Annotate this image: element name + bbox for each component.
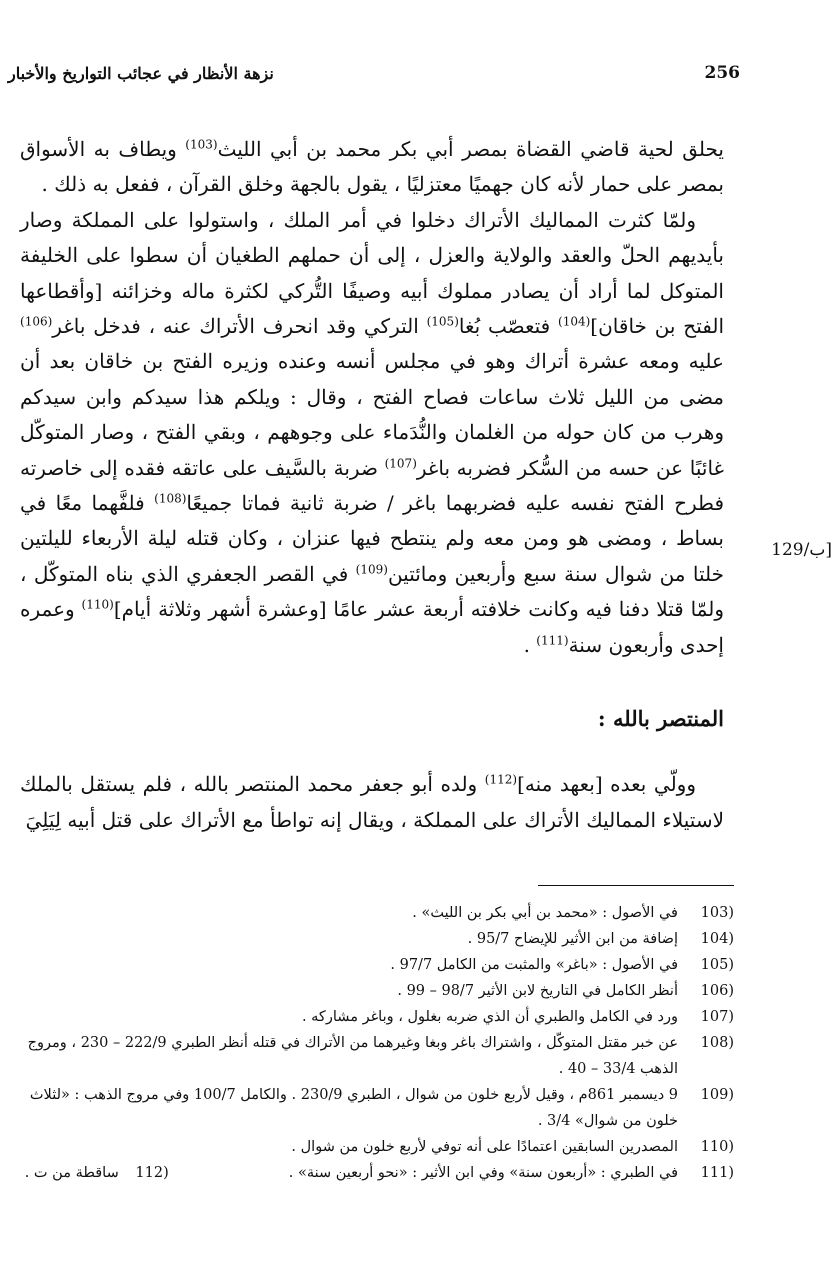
footnote-text: في الطبري : «أربعون سنة» وفي ابن الأثير : «نحو أربعين سنة» .(112ساقطة من ت . <box>0 1160 678 1186</box>
spacer <box>20 663 724 701</box>
footnote-text: عن خبر مقتل المتوكّل ، واشتراك باغر وبغا وغيرهما من الأتراك في قتله أنظر الطبري 222/9 – 230 ، ومروج الذهب 33/4 – 40 . <box>27 1035 678 1077</box>
footnote-number: (108 <box>700 1035 734 1051</box>
section-heading: المنتصر بالله : <box>597 706 724 732</box>
footnote-104 <box>0 926 734 952</box>
footnote-108 <box>0 1030 734 1082</box>
footnote-number: (105 <box>700 957 734 973</box>
footnote-ref-109[interactable]: (109) <box>355 562 388 577</box>
footnote-text: في الأصول : «باغر» والمثبت من الكامل 97/7 . <box>390 957 678 973</box>
footnote-text: أنظر الكامل في التاريخ لابن الأثير 98/7 – 99 . <box>397 983 678 999</box>
footnote-number: (104 <box>700 931 734 947</box>
footnote-text: ورد في الكامل والطبري أن الذي ضربه بغلول ، وباغر مشاركه . <box>301 1009 678 1025</box>
footnote-106 <box>0 978 734 1004</box>
running-title: نزهة الأنظار في عجائب التواريخ والأخبار <box>8 63 274 83</box>
footnote-text: 9 ديسمبر 861م ، وقيل لأربع خلون من شوال ، الطبري 230/9 . والكامل 100/7 وفي مروج الذهب : «لثلاث خلون من شوال» 3/4 . <box>29 1087 678 1129</box>
footnote-112 <box>25 1160 169 1186</box>
footnote-number: (111 <box>700 1165 734 1181</box>
paragraph-2: ولمّا كثرت المماليك الأتراك دخلوا في أمر الملك ، واستولوا على المملكة وصار بأيديهم الحلّ والعقد والولاية والعزل ، إلى أن حملهم الطغيان أن سطوا على الخليفة المتوكل لما أراد أن يصادر مملوك أبيه وصيفًا التُّركي لكثرة ماله وخزائنه [وأقطاعها الفتح بن خاقان]$^{(104)}$ فتعصّب بُغا$^{(105)}$ التركي وقد انحرف الأتراك عنه ، فدخل باغر$^{(106)}$ عليه ومعه عشرة أتراك وهو في مجلس أنسه وعنده وزيره الفتح بن خاقان بعد أن مضى من الليل ثلاث ساعات فصاح الفتح ، وقال : ويلكم هذا سيدكم وابن سيدكم وهرب من كان حوله من الغلمان والنُّدَماء على وجوههم ، وبقي الفتح ، وصار المتوكّل غائبًا عن حسه من السُّكر فضربه باغر$^{(107)}$ ضربة بالسَّيف على عاتقه فقده إلى خاصرته فطرح الفتح نفسه عليه فضربهما باغر / ضربة ثانية فماتا جميعًا$^{(108)}$ فلفَّهما معًا في بساط ، ومضى هو ومن معه ولم ينتطح فيها عنزان ، وكان قتله ليلة الأربعاء لليلتين خلتا من شوال سنة سبع وأربعين ومائتين$^{(109)}$ في القصر الجعفري الذي بناه المتوكّل ، ولمّا قتلا دفنا فيه وكانت خلافته أربعة عشر عامًا [وعشرة أشهر وثلاثة أيام]$^{(110)}$ وعمره إحدى وأربعون سنة$^{(111)}$ . <box>20 207 725 657</box>
spacer <box>20 737 724 767</box>
page-number: 256 <box>704 63 740 83</box>
footnote-ref-103[interactable]: (103) <box>185 137 218 152</box>
footnote-ref-112[interactable]: (112) <box>484 772 518 787</box>
paragraph-3: وولّي بعده [بعهد منه]$^{(112)}$ ولده أبو جعفر محمد المنتصر بالله ، فلم يستقل بالملك لاستيلاء المماليك الأتراك على المملكة ، ويقال إنه تواطأ مع الأتراك على قتل أبيه لِيَلِيَ <box>20 772 724 832</box>
footnote-rule <box>538 885 734 886</box>
footnote-number: (112 <box>135 1165 169 1181</box>
margin-folio-note: 129/ب] <box>771 540 832 560</box>
footnote-number: (109 <box>700 1087 734 1103</box>
footnote-ref-104[interactable]: (104) <box>558 314 591 329</box>
footnote-text: في الأصول : «محمد بن أبي بكر بن الليث» . <box>412 905 678 921</box>
footnote-103 <box>0 900 734 926</box>
footnote-111 <box>0 1160 734 1186</box>
footnote-number: (110 <box>700 1139 734 1155</box>
footnote-ref-106[interactable]: (106) <box>20 314 53 329</box>
footnote-number: (106 <box>700 983 734 999</box>
footnote-number: (107 <box>700 1009 734 1025</box>
footnote-ref-105[interactable]: (105) <box>426 314 459 329</box>
main-text <box>20 132 724 838</box>
footnote-text: إضافة من ابن الأثير للإيضاح 95/7 . <box>467 931 678 947</box>
footnote-text: المصدرين السابقين اعتمادًا على أنه توفي لأربع خلون من شوال . <box>291 1139 678 1155</box>
footnote-109 <box>0 1082 734 1134</box>
footnote-105 <box>0 952 734 978</box>
page-header <box>8 58 740 88</box>
paragraph-1: يحلق لحية قاضي القضاة بمصر أبي بكر محمد بن أبي الليث$^{(103)}$ ويطاف به الأسواق بمصر على حمار لأنه كان جهميًا معتزليًا ، يقول بالجهة وخلق القرآن ، ففعل به ذلك . <box>20 137 724 197</box>
footnote-110 <box>0 1134 734 1160</box>
footnotes <box>0 900 734 1186</box>
footnote-ref-107[interactable]: (107) <box>384 456 417 470</box>
footnote-ref-110[interactable]: (110) <box>81 597 114 612</box>
footnote-ref-108[interactable]: (108) <box>154 491 187 506</box>
footnote-text: ساقطة من ت . <box>24 1165 119 1181</box>
footnote-number: (103 <box>700 905 734 921</box>
footnote-107 <box>0 1004 734 1030</box>
footnote-ref-111[interactable]: (111) <box>536 633 569 648</box>
